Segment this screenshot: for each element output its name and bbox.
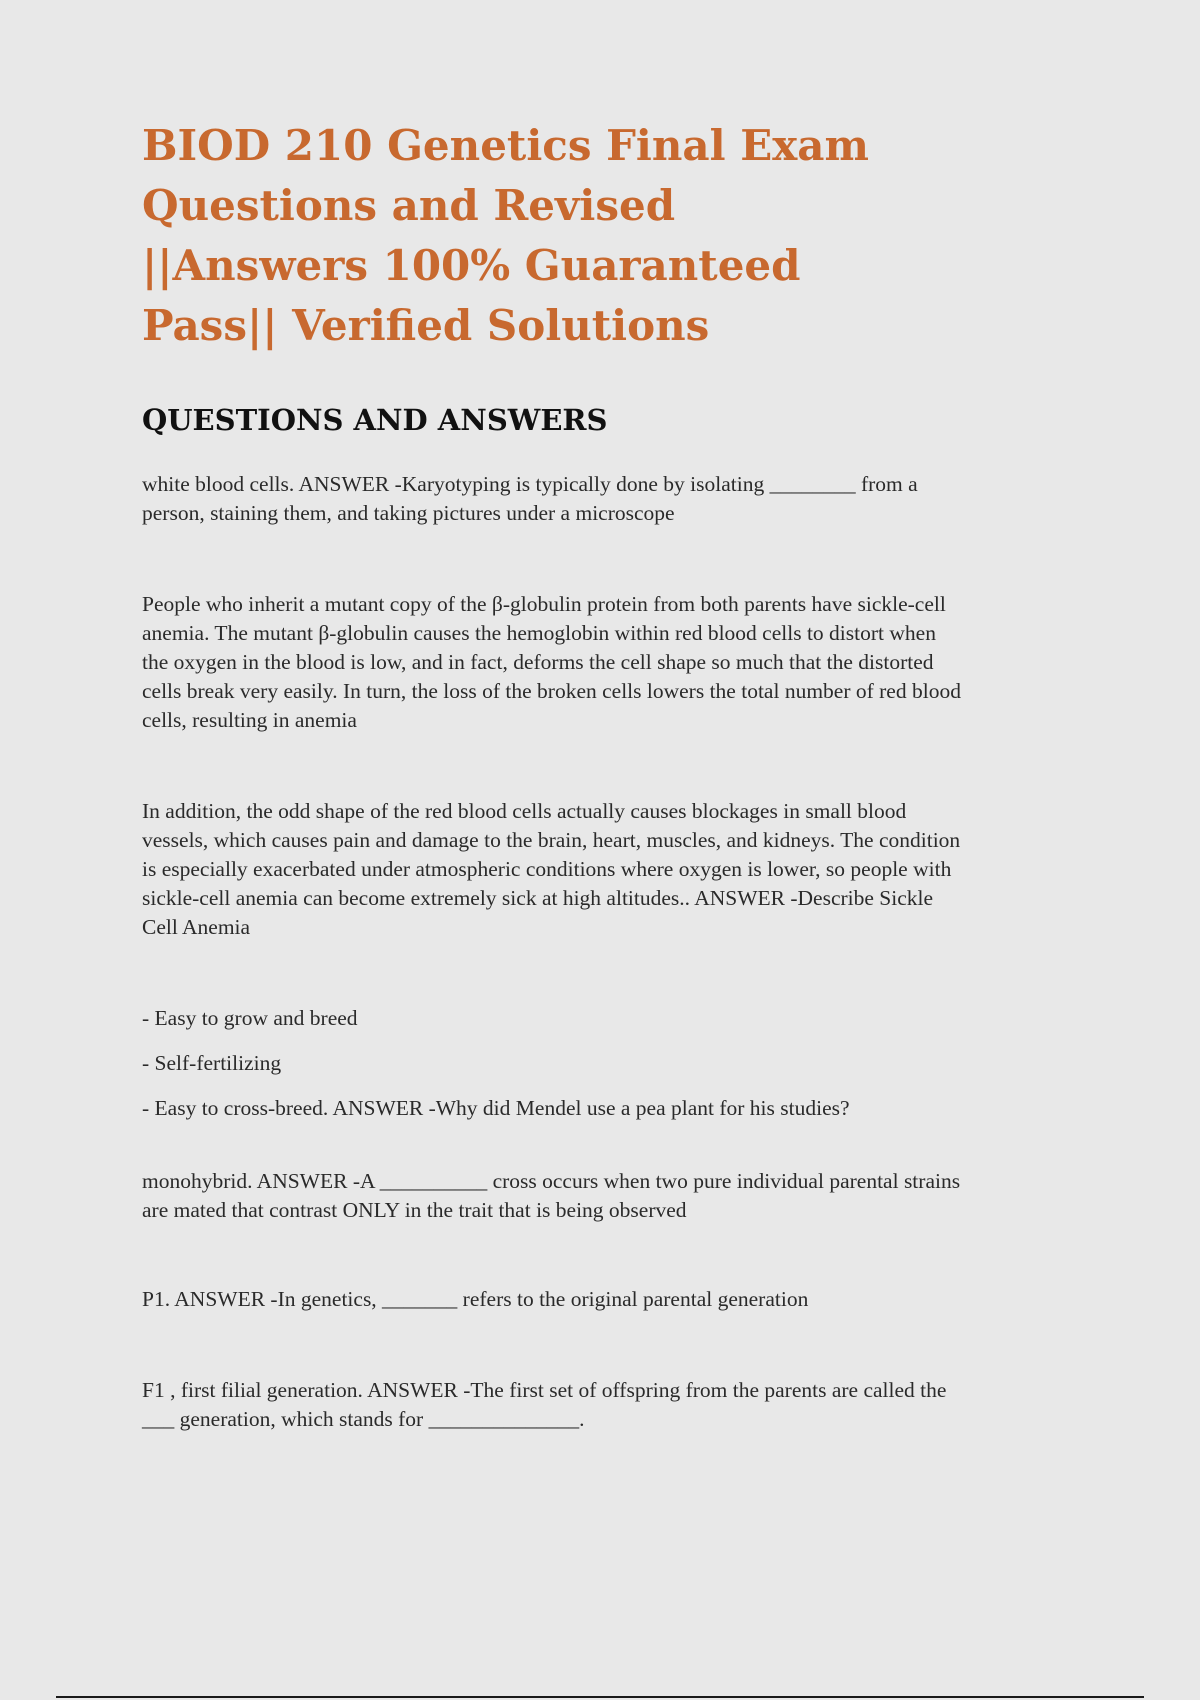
section-heading: QUESTIONS AND ANSWERS [142, 403, 608, 437]
bullet-list [142, 1004, 962, 1123]
qa-item [142, 797, 962, 942]
page-bottom-divider [56, 1696, 1144, 1698]
qa-list [142, 470, 962, 1434]
qa-text: monohybrid. ANSWER -A __________ cross occurs when two pure individual parental strains are mated that contrast ONLY in the trait that is being observed [142, 1169, 961, 1222]
bullet-item: - Self-fertilizing [142, 1051, 282, 1075]
qa-item-bullets [142, 1004, 962, 1123]
qa-item [142, 1285, 962, 1314]
qa-text: In addition, the odd shape of the red blood cells actually causes blockages in small blood vessels, which causes pain and damage to the brain, heart, muscles, and kidneys. The condition is especially exacerbated under atmospheric conditions where oxygen is lower, so people with sickle-cell anemia can become extremely sick at high altitudes.. ANSWER -Describe Sickle Cell Anemia [142, 799, 961, 939]
qa-text: People who inherit a mutant copy of the β-globulin protein from both parents have sickle-cell anemia. The mutant β-globulin causes the hemoglobin within red blood cells to distort when the oxygen in the blood is low, and in fact, deforms the cell shape so much that the distorted cells break very easily. In turn, the loss of the broken cells lowers the total number of red blood cells, resulting in anemia [142, 592, 961, 732]
qa-item [142, 470, 962, 528]
bullet-item: - Easy to grow and breed [142, 1006, 358, 1030]
document-content [142, 116, 962, 1434]
qa-item [142, 1376, 962, 1434]
qa-text: F1 , first filial generation. ANSWER -The first set of offspring from the parents are called the ___ generation, which stands for ______________. [142, 1378, 947, 1431]
qa-text: P1. ANSWER -In genetics, _______ refers to the original parental generation [142, 1287, 809, 1311]
qa-text: white blood cells. ANSWER -Karyotyping is typically done by isolating ________ from a person, staining them, and taking pictures under a microscope [142, 472, 918, 525]
qa-item [142, 1167, 962, 1225]
qa-item [142, 590, 962, 735]
bullet-item: - Easy to cross-breed. ANSWER -Why did Mendel use a pea plant for his studies? [142, 1096, 850, 1120]
document-title: BIOD 210 Genetics Final Exam Questions and Revised ||Answers 100% Guaranteed Pass|| Verified Solutions [142, 121, 869, 350]
